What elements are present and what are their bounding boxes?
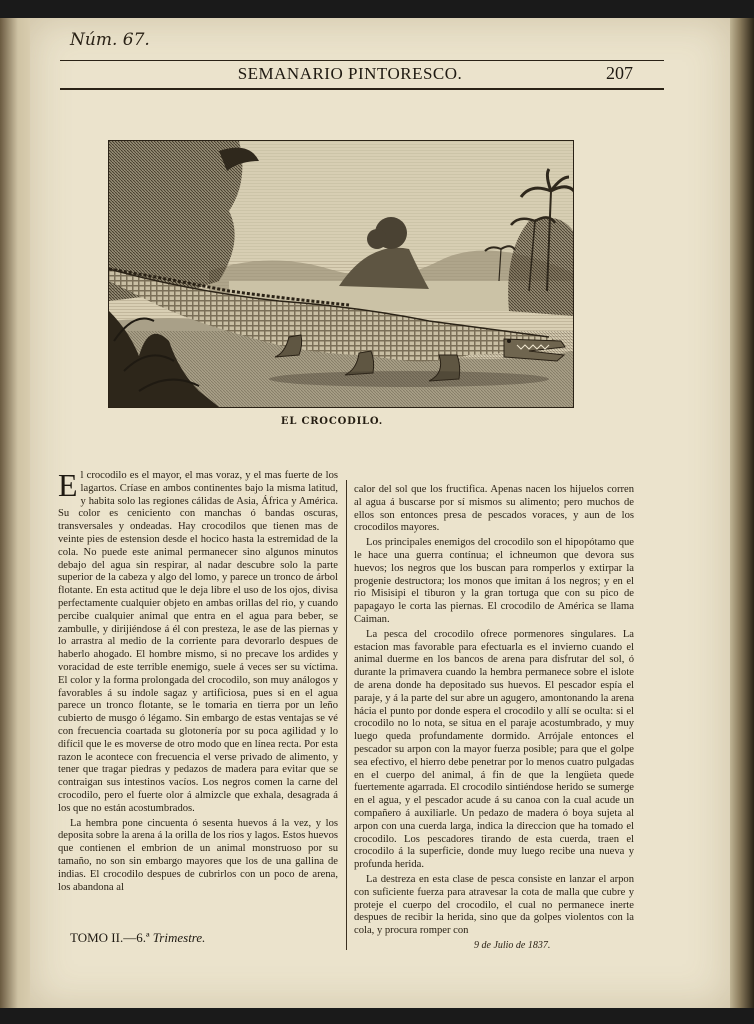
article-paragraph: La pesca del crocodilo ofrece pormenores singulares. La estacion mas favorable para efectuarla es el invierno cuando el animal duerme en los bancos de arena para disfrutar del sol, ó durante la primavera cuando la hembra permanece sobre el islote de arena donde ha depositado sus huevos. El pescador espía el paraje, y á la parte del sur abre un agugero, amontonando la arena hácia el punto por donde espera el crocodilo y allí se oculta: si el crocodilo no lo nota, se situa en el paraje acostumbrado, y muy luego queda profundamente dormido. Arrójale entonces el pescador su arpon con la mayor fuerza posible; para que el golpe sea efectivo, el hierro debe penetrar por lo menos cuatro pulgadas en el cuerpo del animal, á fin de que la lengüeta quede fuertemente agarrada. El crocodilo sintiéndose herido se sumerge en el agua, y el pescador acude á su canoa con la cual acude un compañero á auxiliarle. Un pedazo de madera ó boya sujeta al arpon con una cuerda larga, indica la direccion que ha tomado el crocodilo. Los pescadores tirando de esta cuerda, traen el crocodilo á la superficie, donde muy luego recibe una nueva y profunda herida. xyxy=(354,628,634,871)
article-column-left xyxy=(58,467,338,896)
column-divider xyxy=(346,480,347,950)
article-column-right xyxy=(354,484,634,940)
crocodile-engraving-art xyxy=(109,141,573,407)
issue-number: Núm. 67. xyxy=(70,30,150,50)
issue-date: 9 de Julio de 1837. xyxy=(474,940,551,951)
header-rule-bottom xyxy=(60,88,664,90)
publication-title: SEMANARIO PINTORESCO. xyxy=(237,64,463,83)
page-edge xyxy=(730,18,754,1008)
drop-cap: E xyxy=(58,467,78,503)
crocodile-engraving xyxy=(108,140,574,408)
article-paragraph: Los principales enemigos del crocodilo son el hipopótamo que le hace una guerra contínua; el ichneumon que devora sus huevos; los negros que los buscan para romperlos y extirpar la progenie destructora; los monos que imitan á los negros; y en el rio Misisipi el tiburon y la gran tortuga que con su pico de papagayo le corta las piernas. El crocodilo de América se llama Caiman. xyxy=(354,537,634,625)
illustration-caption: EL CROCODILO. xyxy=(280,416,384,427)
article-paragraph: El crocodilo es el mayor, el mas voraz, y el mas fuerte de los lagartos. Críase en ambos continentes bajo la misma latitud, y habita solo las regiones cálidas de Asia, África y América. Su color es ceniciento con manchas ó bandas oscuras, transversales y ondeadas. Hay crocodilos que tienen mas de veinte pies de estension desde el hocico hasta la estremidad de la cola. No puede este animal permanecer sino algunos minutos debajo del agua sin respirar, al nadar descubre solo la parte superior de la cabeza y algo del lomo, y parece un tronco de árbol flotante. En esta actitud que le deja libre el uso de los ojos, divisa perfectamente cualquier objeto en ambas orillas del rio, y cuando percibe cualquier animal que entra en el agua para beber, se zambulle, y dirijiéndose á él con presteza, le ase de las piernas y lo arrastra al medio de la corriente para devorarlo despues de haberlo ahogado. El hombre mismo, si no precave los ardides y voracidad de este terrible enemigo, suele á veces ser su víctima. El color y la forma prolongada del crocodilo, son muy análogos y favorables á su índole sagaz y artificiosa, pues si en el agua parece un tronco flotante, se le tomaria en tierra por un leño cubierto de musgo ó légamo. Sin embargo de estas ventajas se vé con frecuencia coartada su glotonería por su poca agilidad y lo difícil que le es moverse de otro modo que en línea recta. Por esta razon le acontece con frecuencia el verse privado de alimento, y tener que tragar piedras y pedazos de madera para evitar que se contraigan sus intestinos vacíos. Los negros comen la carne del crocodilo, pero el fuerte olor á almizcle que exhala, desagrada á los que no están acostumbrados. xyxy=(58,467,338,814)
volume-footer: TOMO II.—6.ª Trimestre. xyxy=(70,930,206,945)
article-paragraph: La hembra pone cincuenta ó sesenta huevos á la vez, y los deposita sobre la arena á la orilla de los rios y lagos. Estos huevos que contienen el embrion de un animal monstruoso por su tamaño, no son sin embargo mayores que los de una gallina de indias. El crocodilo despues de cubrirlos con un poco de arena, los abandona al xyxy=(58,817,338,893)
header-rule-top xyxy=(60,60,664,61)
page-number: 207 xyxy=(606,63,633,83)
newspaper-page xyxy=(30,18,730,1008)
article-paragraph: calor del sol que los fructifica. Apenas nacen los hijuelos corren al agua á buscarse por sí mismos su alimento; pero muchos de ellos son entonces presa de pescados voraces, y aun de los crocodilos mayores. xyxy=(354,484,634,534)
article-paragraph: La destreza en esta clase de pesca consiste en lanzar el arpon con suficiente fuerza para atravesar la cota de malla que cubre y proteje el cuerpo del crocodilo, el cual no permanece inerte despues de recibir la herida, sino que da golpes violentos con la cola, y procura romper con xyxy=(354,873,634,937)
book-gutter xyxy=(0,18,30,1008)
